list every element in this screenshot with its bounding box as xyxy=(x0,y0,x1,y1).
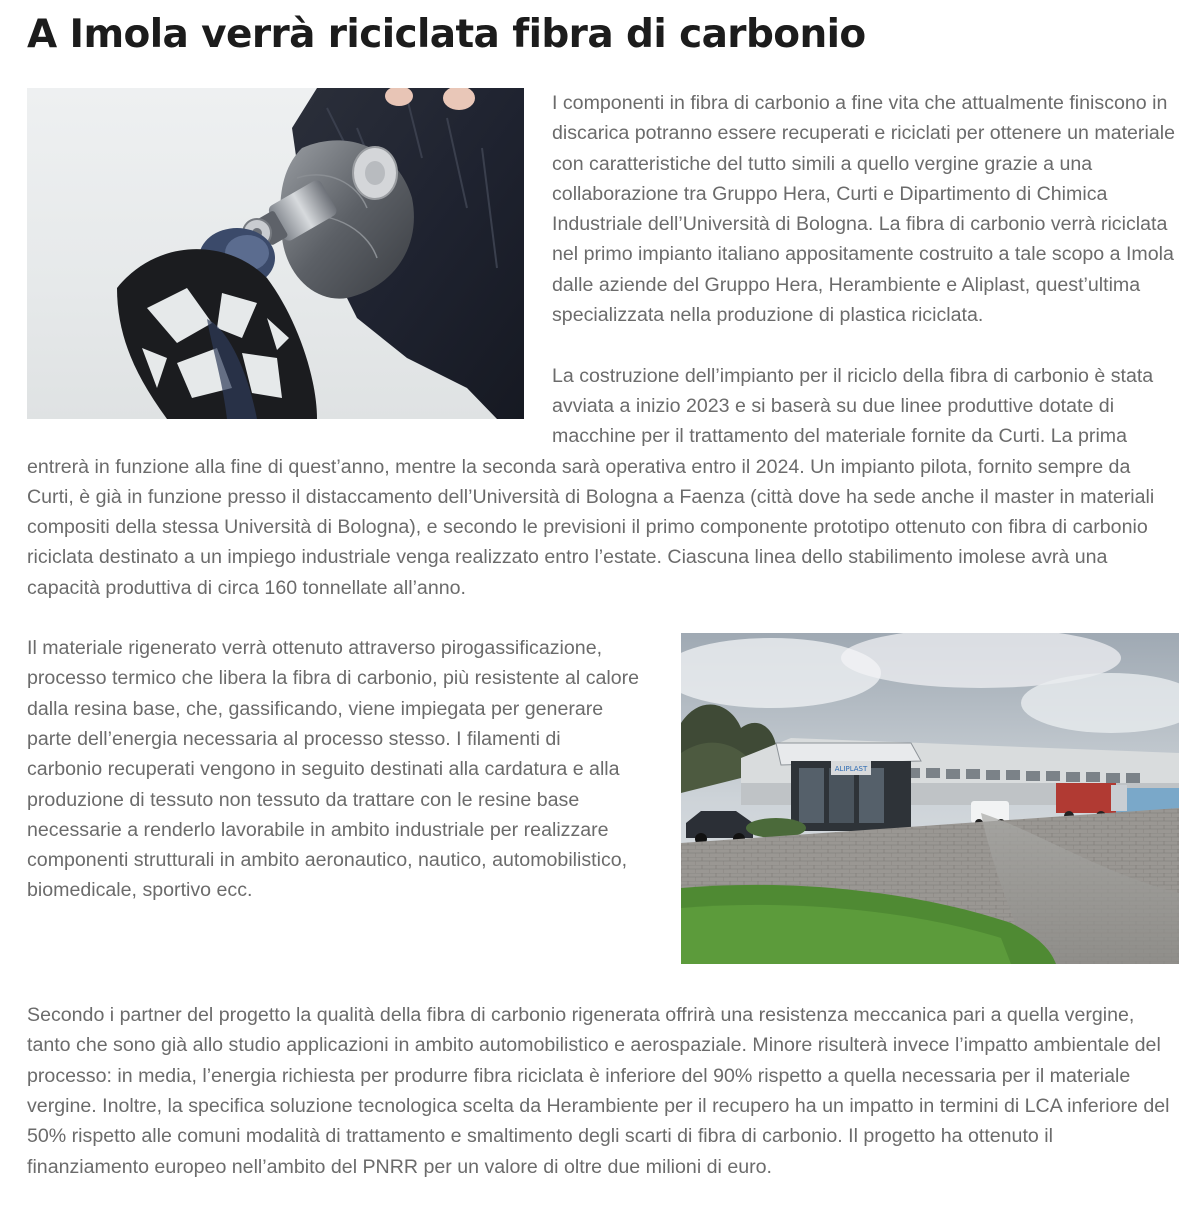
article-section-benefits xyxy=(27,1000,1179,1182)
paragraph-1: I componenti in fibra di carbonio a fine vita che attualmente finiscono in discarica potranno essere recuperati e riciclati per ottenere un materiale con caratteristiche del tutto simili a quello vergine grazie a una collaborazione tra Gruppo Hera, Curti e Dipartimento di Chimica Industriale dell’Università di Bologna. La fibra di carbonio verrà riciclata nel primo impianto italiano appositamente costruito a tale scopo a Imola dalle aziende del Gruppo Hera, Herambiente e Aliplast, quest’ultima specializzata nella produzione di plastica riciclata. xyxy=(552,92,1175,327)
prosthetic-leg-photo xyxy=(27,88,524,419)
factory-sign: ALIPLAST xyxy=(834,765,868,774)
paragraph-3: Il materiale rigenerato verrà ottenuto attraverso pirogassificazione, processo termico che libera la fibra di carbonio, più resistente al calore dalla resina base, che, gassificando, viene impiegata per generare parte dell’energia necessaria al processo stesso. I filamenti di carbonio recuperati vengono in seguito destinati alla cardatura e alla produzione di tessuto non tessuto da trattare con le resine base necessarie a renderlo lavorabile in ambito industriale per realizzare componenti strutturali in ambito aeronautico, nautico, automobilistico, biomedicale, sportivo ecc. xyxy=(27,637,640,902)
factory-building-icon xyxy=(681,633,1179,964)
article-title: A Imola verrà riciclata fibra di carbonio xyxy=(27,12,866,57)
article-section-process xyxy=(27,633,1179,970)
prosthetic-leg-icon xyxy=(27,88,524,419)
article xyxy=(27,0,1179,1182)
paragraph-2: La costruzione dell’impianto per il riciclo della fibra di carbonio è stata avviata a inizio 2023 e si baserà su due linee produttive dotate di macchine per il trattamento del materiale fornite da Curti. La prima entrerà in funzione alla fine di quest’anno, mentre la seconda sarà operativa entro il 2024. Un impianto pilota, fornito sempre da Curti, è già in funzione presso il distaccamento dell’Università di Bologna a Faenza (città dove ha sede anche il master in materiali compositi della stessa Università di Bologna), e secondo le previsioni il primo componente prototipo ottenuto con fibra di carbonio riciclata destinato a un impiego industriale venga realizzato entro l’estate. Ciascuna linea dello stabilimento imolese avrà una capacità produttiva di circa 160 tonnellate all’anno. xyxy=(27,364,1155,599)
factory-photo xyxy=(681,633,1179,964)
paragraph-4: Secondo i partner del progetto la qualità della fibra di carbonio rigenerata offrirà una resistenza meccanica pari a quella vergine, tanto che sono già allo studio applicazioni in ambito automobilistico e aerospaziale. Minore risulterà invece l’impatto ambientale del processo: in media, l’energia richiesta per produrre fibra riciclata è inferiore del 90% rispetto a quella necessaria per il materiale vergine. Inoltre, la specifica soluzione tecnologica scelta da Herambiente per il recupero ha un impatto in termini di LCA inferiore del 50% rispetto alle comuni modalità di trattamento e smaltimento degli scarti di fibra di carbonio. Il progetto ha ottenuto il finanziamento europeo nell’ambito del PNRR per un valore di oltre due milioni di euro. xyxy=(27,1004,1170,1178)
article-section-intro xyxy=(27,88,1179,603)
